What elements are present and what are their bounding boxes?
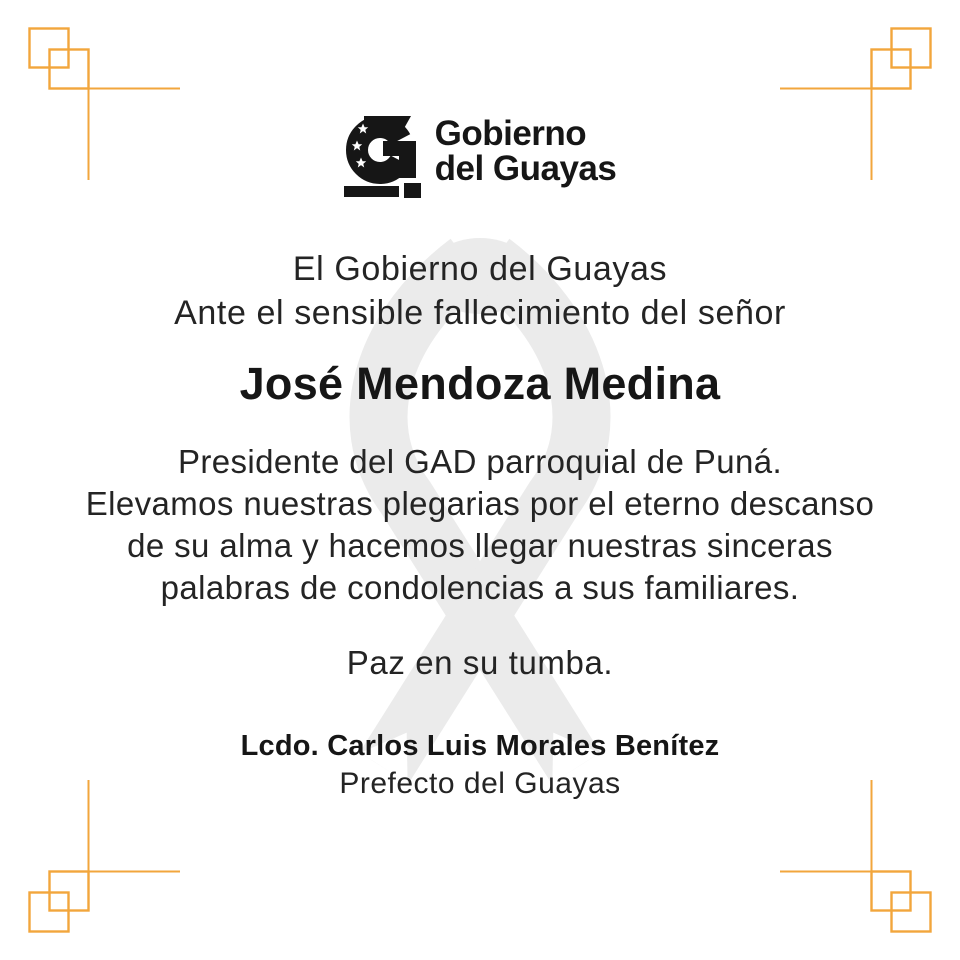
body-line-1: Presidente del GAD parroquial de Puná.	[177, 443, 783, 480]
intro-text	[0, 247, 960, 335]
gobierno-del-guayas-logo	[0, 112, 960, 200]
corner-frame-bottom-left	[0, 780, 180, 960]
condolence-body	[0, 441, 960, 609]
logo-wordmark-line1: Gobierno	[434, 114, 587, 153]
signature-title: Prefecto del Guayas	[339, 767, 621, 800]
body-line-3: de su alma y hacemos llegar nuestras sinceras	[127, 527, 833, 564]
corner-frame-bottom-right	[780, 780, 960, 960]
intro-line-2: Ante el sensible fallecimiento del señor	[174, 294, 786, 332]
body-line-2: Elevamos nuestras plegarias por el eterno descanso	[85, 485, 875, 522]
logo-wordmark-line2: del Guayas	[434, 149, 617, 188]
farewell-text: Paz en su tumba.	[346, 644, 614, 681]
signature-name: Lcdo. Carlos Luis Morales Benítez	[240, 730, 720, 762]
logo-wordmark	[435, 116, 617, 186]
intro-line-1: El Gobierno del Guayas	[292, 250, 668, 288]
g-flag-logo-icon	[344, 116, 422, 200]
body-line-4: palabras de condolencias a sus familiares.	[160, 569, 800, 606]
deceased-name: José Mendoza Medina	[239, 358, 721, 409]
